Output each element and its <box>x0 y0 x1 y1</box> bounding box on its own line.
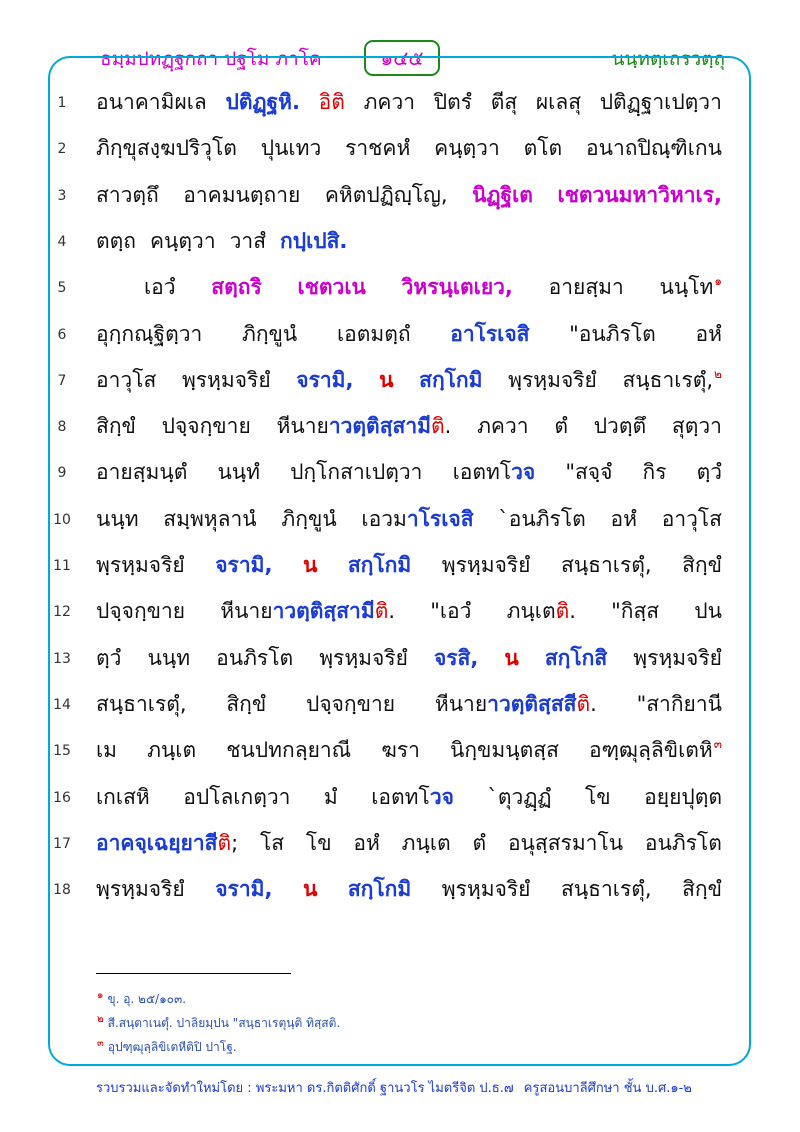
footnote-line <box>96 1014 340 1033</box>
word: เอตมตฺถํ <box>336 321 411 346</box>
word: สมฺพหุลานํ <box>163 506 257 531</box>
text-line <box>96 132 722 165</box>
word: . <box>444 414 452 439</box>
word: ชนปทกลฺยาณี <box>226 738 352 763</box>
line-number: 5 <box>57 280 67 297</box>
word: ตีสุ <box>490 90 518 114</box>
word: นนฺท <box>96 506 139 531</box>
footnote-marker: ๓ <box>713 737 722 752</box>
word: `อนภิรโต <box>498 506 586 531</box>
word: "อนภิรโต <box>569 321 656 346</box>
word: ปจฺจกฺขาย <box>161 414 251 439</box>
word: จรามิ, <box>296 367 354 392</box>
footnote-mark: ๓ <box>97 1038 104 1049</box>
word: นิฏฺฐิเต <box>472 182 533 207</box>
text-line <box>96 827 722 860</box>
word: อหํ <box>610 506 637 531</box>
text-line <box>144 271 722 304</box>
word-group <box>435 688 597 721</box>
word: สกฺโกมิ <box>419 367 483 392</box>
word: พฺรหฺมจริยํ <box>508 367 597 392</box>
word: เชตวเน <box>297 275 366 300</box>
word-group <box>361 503 473 536</box>
word: วิหรนฺเตเยว, <box>401 275 513 300</box>
line-number: 6 <box>57 326 67 343</box>
footnote-mark: ๒ <box>97 1014 104 1025</box>
word: `ตุวฏฺฏํ <box>487 784 552 809</box>
word: พฺรหฺมจริยํ <box>181 367 271 392</box>
line-number: 7 <box>57 372 67 389</box>
footer-role: ครูสอนบาลีศึกษา ชั้น บ.ศ.๑-๒ <box>523 1081 692 1096</box>
word: สกฺโกมิ <box>347 877 412 902</box>
word: ผเลสุ <box>535 90 582 114</box>
line-number: 2 <box>57 141 67 158</box>
word: อฑฺฒุลฺลิขิเตหิ$^๓$ <box>588 737 722 763</box>
line-number: 11 <box>53 558 71 574</box>
word: อหํ <box>353 830 380 855</box>
word: ตํ <box>472 830 487 855</box>
word: อนาถปิณฺฑิเกน <box>586 136 722 161</box>
word: สตฺถริ <box>211 275 262 300</box>
word: พฺรหฺมจริยํ <box>441 877 531 902</box>
word: โส <box>260 830 285 855</box>
word: พฺรหฺมจริยํ <box>441 553 531 577</box>
book-title: ธมฺมปทฏฺฐกถา ปฐโม ภาโค <box>100 48 322 70</box>
text-line <box>96 364 722 397</box>
word-group <box>507 595 576 628</box>
line-number: 10 <box>53 511 71 528</box>
word: ; <box>231 830 239 855</box>
word: ปวตฺตึ <box>593 414 647 439</box>
word-group <box>371 781 454 814</box>
footnote-marker: ๒ <box>714 366 722 381</box>
word: ติ <box>555 599 570 624</box>
word: นิกฺขมนฺตสฺส <box>449 738 559 763</box>
word-group <box>96 827 238 860</box>
footnote-text: สี.สนฺตาเนตุํ. ปาลิยมฺปน "สนฺธาเรตุนฺติ ทิสฺสติ. <box>107 1016 341 1030</box>
footnote-line <box>96 990 186 1009</box>
text-line <box>96 595 722 628</box>
word: ภิกฺขุสงฺฆปริวุโต <box>96 136 237 161</box>
word: สนฺธาเรตุํ, <box>561 553 652 577</box>
word: อายสฺมา <box>548 275 624 300</box>
footnote-line <box>96 1038 237 1057</box>
word: ติ <box>374 599 389 624</box>
word: วาสํ <box>229 228 267 253</box>
word: พฺรหฺมจริยํ <box>319 645 408 670</box>
text-line <box>96 549 722 582</box>
word: สนฺธาเรตุํ,$^๒$ <box>622 366 722 392</box>
word: สิกฺขํ <box>682 877 722 902</box>
word: คนฺตฺวา <box>434 136 500 161</box>
line-number: 3 <box>57 187 67 204</box>
text-line <box>96 873 722 906</box>
word: จรสิ, <box>433 645 479 670</box>
word: เอตทโ <box>452 460 512 485</box>
word: สิกฺขํ <box>96 414 136 439</box>
word: พฺรหฺมจริยํ <box>633 645 722 670</box>
word: สิกฺขํ <box>682 553 722 577</box>
word: ปิตรํ <box>433 90 473 114</box>
word: เอตทโ <box>371 784 430 809</box>
word: สาวตฺถึ <box>96 182 159 207</box>
word: ติ <box>217 830 232 855</box>
text-line <box>96 688 722 721</box>
footnote-text: อุปฑฺฒุลฺลิขิเตหีติปิ ปาโฐ. <box>107 1040 237 1054</box>
word: น <box>302 553 318 577</box>
word: กิร <box>642 460 667 485</box>
word: สิกฺขํ <box>226 691 267 716</box>
word: อหํ <box>695 321 722 346</box>
word: าวตฺติสฺสามี <box>272 599 375 624</box>
word-group <box>277 410 452 443</box>
word: ฆรา <box>381 738 420 763</box>
footnote-marker: ๑ <box>714 274 722 289</box>
word: หีนาย <box>220 599 273 624</box>
text-line <box>96 456 722 489</box>
word: อนภิรโต <box>216 645 294 670</box>
word: อปโลเกตฺวา <box>183 784 291 809</box>
word: หีนาย <box>434 691 488 716</box>
word: าวตฺติสฺสสี <box>487 691 577 716</box>
line-number: 17 <box>53 835 71 852</box>
word: ภนฺเต <box>506 599 556 624</box>
word: ตโต <box>523 136 563 161</box>
word: ปกฺโกสาเปตฺวา <box>290 460 423 485</box>
word: อายสฺมนฺตํ <box>96 460 188 485</box>
word: อนภิรโต <box>644 830 722 855</box>
word: ปน <box>694 599 722 624</box>
word: สกฺโกมิ <box>347 553 412 577</box>
word: จรามิ, <box>215 553 273 577</box>
word: น <box>504 645 519 670</box>
word: อาวุโส <box>96 367 157 392</box>
word: . <box>569 599 576 624</box>
line-number: 1 <box>57 95 67 111</box>
word: ภควา <box>477 414 529 439</box>
word: ภนฺเต <box>401 830 451 855</box>
word: อาโรเจสิ <box>450 321 530 346</box>
word: ภิกฺขูนํ <box>281 506 337 531</box>
page-footer <box>96 1077 698 1098</box>
word: เม <box>96 738 118 763</box>
word: สนฺธาเรตุํ, <box>561 877 652 902</box>
word: ตํ <box>554 414 568 439</box>
word: "กิสฺส <box>611 599 660 624</box>
word: มํ <box>323 784 338 809</box>
line-number: 15 <box>53 743 71 760</box>
word: เอวํ <box>144 275 176 300</box>
word: ปจฺจกฺขาย <box>305 691 396 716</box>
text-line <box>96 318 722 351</box>
word: กปฺเปสิ. <box>280 228 348 253</box>
word-group <box>220 595 395 628</box>
word: อนุสฺสรมาโน <box>507 830 624 855</box>
word: ราชคหํ <box>345 136 411 161</box>
word: ติ <box>430 414 445 439</box>
word: อาคมนตฺถาย <box>183 182 301 207</box>
text-line <box>96 734 722 767</box>
page-number-badge: ๑๔๕ <box>364 40 440 76</box>
word: ตฺวํ <box>696 460 722 485</box>
word: เอวม <box>361 506 407 531</box>
word-group <box>430 595 471 628</box>
line-number: 16 <box>53 789 71 806</box>
word: ปจฺจกฺขาย <box>96 599 186 624</box>
footnote-text: ขุ. อุ. ๒๕/๑๐๓. <box>107 992 187 1006</box>
line-number: 13 <box>53 650 71 667</box>
word: าวตฺติสฺสามี <box>328 414 431 439</box>
word: . <box>388 599 396 624</box>
word: จรามิ, <box>215 877 273 902</box>
word: ภควา <box>363 90 416 114</box>
word: ตตฺถ <box>96 228 136 253</box>
word: นนฺทํ <box>217 460 261 485</box>
word: พฺรหฺมจริยํ <box>96 877 185 902</box>
footer-compiler: รวบรวมและจัดทำใหม่โดย : พระมหา ดร.กิตติศักดิ์ ฐานวโร ไมตรีจิต ป.ธ.๗ <box>96 1081 514 1096</box>
word: สนฺธาเรตุํ, <box>96 691 187 716</box>
line-number: 4 <box>57 233 67 250</box>
word: อนาคามิผเล <box>96 90 207 114</box>
text-line <box>96 410 722 443</box>
word: คนฺตฺวา <box>150 228 216 253</box>
text-line <box>96 179 722 212</box>
word: อิติ <box>318 90 345 114</box>
word-group <box>453 456 536 489</box>
word: พฺรหฺมจริยํ <box>96 553 185 577</box>
word: คหิตปฏิญฺโญ, <box>324 182 448 207</box>
word: นนฺท <box>147 645 191 670</box>
word: . <box>590 691 597 716</box>
text-line <box>96 642 722 675</box>
word: ปุนเทว <box>260 136 322 161</box>
word: าโรเจสิ <box>406 506 474 531</box>
word: โข <box>585 784 611 809</box>
word: โข <box>305 830 332 855</box>
word: อาวุโส <box>661 506 722 531</box>
word: "เอวํ <box>430 599 472 624</box>
line-number: 14 <box>53 696 71 713</box>
word: ปติฏฺฐาเปตฺวา <box>599 90 722 114</box>
line-number: 9 <box>57 465 67 482</box>
word: ปติฏฺฐหิ. <box>225 90 300 114</box>
word: ภนฺเต <box>147 738 197 763</box>
word: "สากิยานี <box>636 691 722 716</box>
word: น <box>302 877 318 902</box>
word: อยฺยปุตฺต <box>644 784 722 809</box>
footnote-mark: ๑ <box>97 990 104 1001</box>
line-number: 12 <box>53 604 71 621</box>
word: นนฺโท$^๑$ <box>659 274 722 300</box>
text-line <box>96 86 722 119</box>
word: เกเสหิ <box>96 784 150 809</box>
word: ตฺวํ <box>96 645 122 670</box>
story-title: นนฺทตฺเถรวตฺถุ <box>611 48 725 70</box>
word: "สจฺจํ <box>565 460 613 485</box>
word: อุกฺกณฺฐิตฺวา <box>96 321 203 346</box>
word: อาคจฺเฉยฺยาสี <box>96 830 218 855</box>
line-number: 8 <box>57 419 67 436</box>
text-line <box>96 225 722 258</box>
word: สกฺโกสิ <box>544 645 608 670</box>
text-line <box>96 781 722 814</box>
line-number: 18 <box>53 882 71 899</box>
word: เชตวนมหาวิหาเร, <box>557 182 722 207</box>
word: วจ <box>511 460 536 485</box>
footnote-divider <box>96 973 291 974</box>
word: ภิกฺขูนํ <box>242 321 298 346</box>
word: สุตฺวา <box>671 414 722 439</box>
text-line <box>96 503 722 536</box>
word: น <box>379 367 394 392</box>
word: ติ <box>576 691 591 716</box>
word: หีนาย <box>276 414 329 439</box>
word: วจ <box>429 784 454 809</box>
